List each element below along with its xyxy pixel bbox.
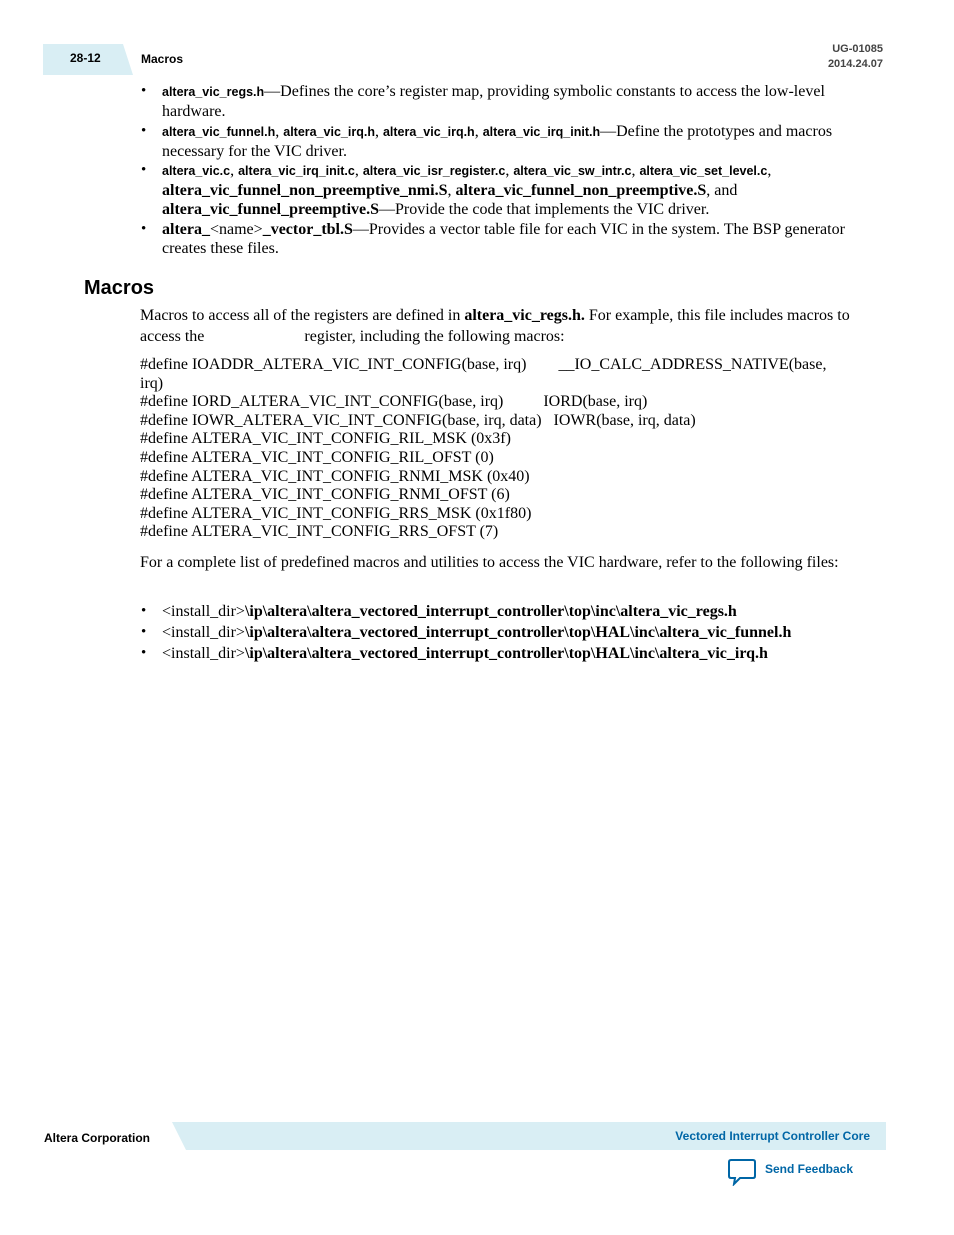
code-line: #define ALTERA_VIC_INT_CONFIG_RRS_OFST (7) xyxy=(140,523,499,541)
list-item: • altera_vic.c, altera_vic_irq_init.c, altera_vic_isr_register.c, altera_vic_sw_intr.c, altera_vic_set_level.c, altera_vic_funnel_non_preemptive_nmi.S, altera_vic_funnel_non_preemptive.S, and altera_vic_funnel_preemptive.S—Provide the code that implements the VIC driver. xyxy=(162,161,867,219)
file-name: altera_vic_irq_init.c xyxy=(238,164,355,178)
header-section-title: Macros xyxy=(141,52,184,66)
code-line: #define IOADDR_ALTERA_VIC_INT_CONFIG(base, irq) __IO_CALC_ADDRESS_NATIVE(base, xyxy=(140,356,827,373)
file-name: altera_vic_funnel.h xyxy=(162,125,276,139)
list-item: • altera_<name>_vector_tbl.S—Provides a vector table file for each VIC in the system. The BSP generator creates these files. xyxy=(162,220,867,258)
file-name: altera_vic_set_level.c xyxy=(639,164,768,178)
file-name: altera_vic_irq.h xyxy=(382,125,475,139)
file-name: altera_vic_irq_init.h xyxy=(482,125,601,139)
file-name: altera_vic_isr_register.c xyxy=(362,164,506,178)
file-name: altera_vic_funnel_preemptive.S xyxy=(162,201,380,218)
code-line: #define IORD_ALTERA_VIC_INT_CONFIG(base, irq) IORD(base, irq) xyxy=(140,393,648,411)
code-line: #define ALTERA_VIC_INT_CONFIG_RIL_OFST (0) xyxy=(140,448,494,466)
name-placeholder: <name> xyxy=(209,221,263,238)
refer-paragraph: For a complete list of predefined macros and utilities to access the VIC hardware, refer to the following files: xyxy=(140,554,839,571)
document-date: 2014.24.07 xyxy=(827,58,883,70)
code-line: #define ALTERA_VIC_INT_CONFIG_RNMI_MSK (0x40) xyxy=(140,467,530,485)
list-item: • altera_vic_funnel.h, altera_vic_irq.h, altera_vic_irq.h, altera_vic_irq_init.h—Define the prototypes and macros necessary for the VIC driver. xyxy=(162,122,867,161)
file-name: altera_vic_sw_intr.c xyxy=(513,164,632,178)
file-name: altera_vic_irq.h xyxy=(283,125,375,139)
file-description: —Provides a vector table file for each VIC in the system. The BSP generator creates these files. xyxy=(162,221,845,257)
file-path: \ip\altera\altera_vectored_interrupt_controller\top\HAL\inc\altera_vic_irq.h xyxy=(244,645,768,662)
list-item: • <install_dir>\ip\altera\altera_vectored_interrupt_controller\top\HAL\inc\altera_vic_irq.h xyxy=(162,644,867,663)
feedback-speech-bubble-icon[interactable] xyxy=(727,1158,757,1186)
file-name: altera_vic_funnel_non_preemptive.S xyxy=(455,182,707,199)
file-name: altera_vic_regs.h xyxy=(162,85,265,99)
file-description: —Defines the core’s register map, providing symbolic constants to access the low-level hardware. xyxy=(162,83,825,120)
list-item xyxy=(162,82,867,121)
file-description: —Define the prototypes and macros necessary for the VIC driver. xyxy=(162,123,833,160)
file-description: —Provide the code that implements the VIC driver. xyxy=(379,201,710,218)
file-name: altera_vic.c xyxy=(162,164,231,178)
list-item: • <install_dir>\ip\altera\altera_vectored_interrupt_controller\top\inc\altera_vic_regs.h xyxy=(162,602,867,621)
section-heading: Macros xyxy=(84,277,155,299)
code-line: #define ALTERA_VIC_INT_CONFIG_RNMI_OFST (6) xyxy=(140,486,510,504)
code-line: irq) xyxy=(140,374,164,392)
code-line: #define IOWR_ALTERA_VIC_INT_CONFIG(base, irq, data) IOWR(base, irq, data) xyxy=(140,411,696,429)
file-name: altera_vic_regs.h. xyxy=(464,307,585,324)
footer-company: Altera Corporation xyxy=(44,1131,151,1145)
document-id: UG-01085 xyxy=(832,43,883,55)
page-number: 28-12 xyxy=(70,51,101,65)
footer-doc-title[interactable]: Vectored Interrupt Controller Core xyxy=(675,1129,870,1143)
send-feedback-link[interactable]: Send Feedback xyxy=(765,1162,854,1176)
file-name: altera_vic_funnel_non_preemptive_nmi.S xyxy=(162,182,448,199)
macros-intro: Macros to access all of the registers are defined in altera_vic_regs.h. For example, this file includes macros to access the register, including the following macros: xyxy=(140,307,850,345)
file-path: \ip\altera\altera_vectored_interrupt_controller\top\inc\altera_vic_regs.h xyxy=(244,603,737,620)
macro-code-block xyxy=(140,356,865,542)
file-path: \ip\altera\altera_vectored_interrupt_controller\top\HAL\inc\altera_vic_funnel.h xyxy=(244,624,792,641)
code-line: #define ALTERA_VIC_INT_CONFIG_RIL_MSK (0x3f) xyxy=(140,430,511,448)
list-item: • <install_dir>\ip\altera\altera_vectored_interrupt_controller\top\HAL\inc\altera_vic_funnel.h xyxy=(162,623,867,642)
code-line: #define ALTERA_VIC_INT_CONFIG_RRS_MSK (0x1f80) xyxy=(140,504,532,522)
